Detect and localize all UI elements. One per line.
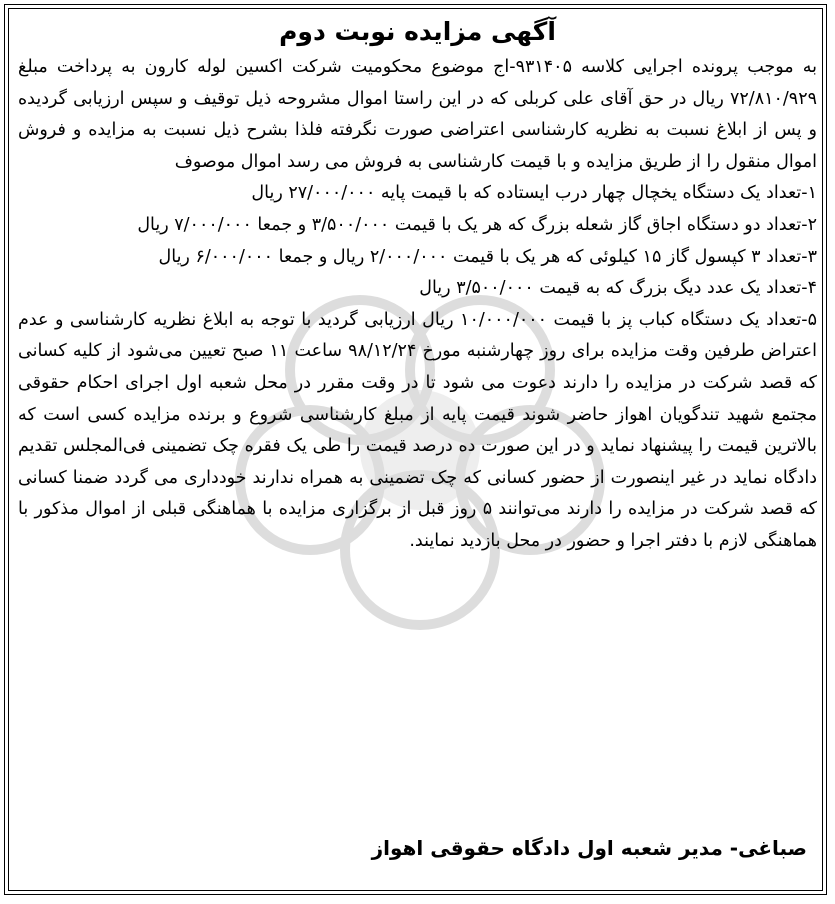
item-5: ۵-تعداد یک دستگاه کباب پز با قیمت ۱۰/۰۰۰/۰۰۰ ریال ارزیابی گردید با توجه به ابلاغ نظریه کارشناسی و عدم اعتراض طرفین وقت مزایده برای روز چهارشنبه مورخ ۹۸/۱۲/۲۴ ساعت ۱۱ صبح تعیین می‌شود از کلیه کسانی که قصد شرکت در مزایده را دارند دعوت می شود تا در وقت مقرر در محل شعبه اول اجرای احکام حقوقی مجتمع شهید تندگویان اهواز حاضر شوند قیمت پایه از مبلغ کارشناسی شروع و برنده مزایده کسی است که بالاترین قیمت را پیشنهاد نماید و در این صورت ده درصد قیمت را طی یک فقره چک تضمینی فی‌المجلس تقدیم دادگاه نماید در غیر اینصورت از حضور کسانی که چک تضمینی به همراه ندارند خودداری می گردد ضمنا کسانی که قصد شرکت در مزایده را دارند می‌توانند ۵ روز قبل از برگزاری مزایده با هماهنگی قبلی از اموال مذکور با هماهنگی لازم با دفتر اجرا و حضور در محل بازدید نمایند. bbox=[18, 309, 817, 551]
item-1: ۱-تعداد یک دستگاه یخچال چهار درب ایستاده که با قیمت پایه ۲۷/۰۰۰/۰۰۰ ریال bbox=[251, 183, 817, 204]
notice-title: آگهی مزایده نوبت دوم bbox=[279, 17, 556, 46]
item-4: ۴-تعداد یک عدد دیگ بزرگ که به قیمت ۳/۵۰۰/۰۰۰ ریال bbox=[419, 278, 817, 299]
item-2: ۲-تعداد دو دستگاه اجاق گاز شعله بزرگ که هر یک با قیمت ۳/۵۰۰/۰۰۰ و جمعا ۷/۰۰۰/۰۰۰ ریال bbox=[137, 214, 817, 235]
item-3: ۳-تعداد ۳ کپسول گاز ۱۵ کیلوئی که هر یک با قیمت ۲/۰۰۰/۰۰۰ ریال و جمعا ۶/۰۰۰/۰۰۰ ریال bbox=[158, 246, 817, 267]
notice-intro: به موجب پرونده اجرایی کلاسه ۹۳۱۴۰۵-اج موضوع محکومیت شرکت اکسین لوله کارون به پرداخت مبلغ ۷۲/۸۱۰/۹۲۹ ریال در حق آقای علی کربلی که در این راستا اموال مشروحه ذیل توقیف و سپس ارزیابی گردیده و پس از ابلاغ نسبت به نظریه کارشناسی اعتراضی صورت نگرفته فلذا بشرح ذیل نسبت به مزایده و فروش اموال منقول را از طریق مزایده و با قیمت کارشناسی به فروش می رسد اموال موصوف bbox=[18, 57, 817, 172]
signature: صباغی- مدیر شعبه اول دادگاه حقوقی اهواز bbox=[371, 836, 807, 860]
notice-content bbox=[18, 12, 817, 558]
